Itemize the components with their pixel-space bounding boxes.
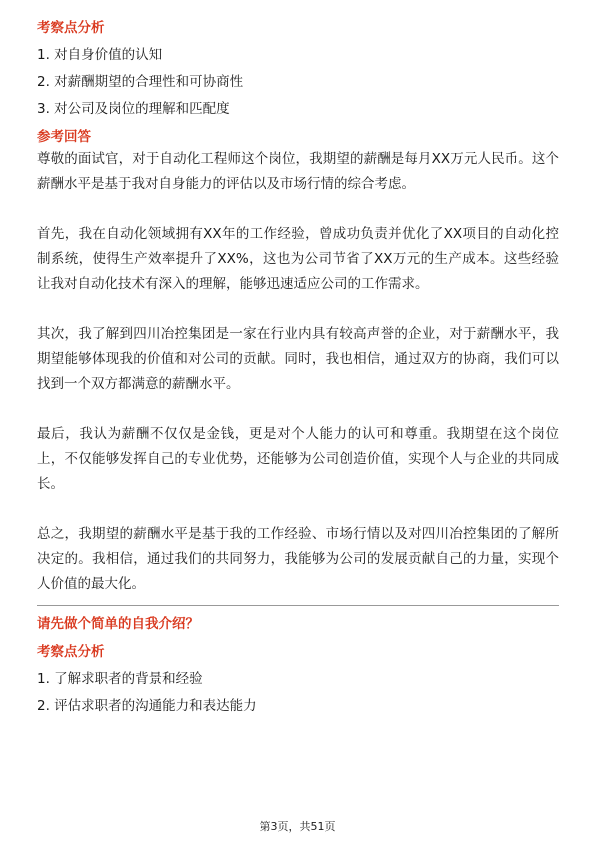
answer-paragraph: 其次，我了解到四川冶控集团是一家在行业内具有较高声誉的企业，对于薪酬水平，我期望能够体现我的价值和对公司的贡献。同时，我也相信，通过双方的协商，我们可以找到一个双方都满意的薪酬水平。 <box>37 326 559 392</box>
list-item: 3. 对公司及岗位的理解和匹配度 <box>37 101 230 117</box>
question-title: 请先做个简单的自我介绍？ <box>37 616 199 632</box>
section-heading-answer: 参考回答 <box>37 129 91 145</box>
list-item: 1. 了解求职者的背景和经验 <box>37 671 203 687</box>
document-page <box>37 18 559 716</box>
section-heading-analysis: 考察点分析 <box>37 20 105 36</box>
section-divider <box>37 605 559 606</box>
answer-paragraph: 总之，我期望的薪酬水平是基于我的工作经验、市场行情以及对四川冶控集团的了解所决定的。我相信，通过我们的共同努力，我能够为公司的发展贡献自己的力量，实现个人价值的最大化。 <box>37 526 559 592</box>
section-heading-analysis: 考察点分析 <box>37 644 105 660</box>
answer-paragraph: 尊敬的面试官，对于自动化工程师这个岗位，我期望的薪酬是每月XX万元人民币。这个薪酬水平是基于我对自身能力的评估以及市场行情的综合考虑。 <box>37 151 559 192</box>
page-number-footer: 第3页，共51页 <box>259 820 336 833</box>
list-item: 2. 对薪酬期望的合理性和可协商性 <box>37 74 244 90</box>
list-item: 2. 评估求职者的沟通能力和表达能力 <box>37 698 257 714</box>
answer-paragraph: 首先，我在自动化领域拥有XX年的工作经验，曾成功负责并优化了XX项目的自动化控制系统，使得生产效率提升了XX%，这也为公司节省了XX万元的生产成本。这些经验让我对自动化技术有深入的理解，能够迅速适应公司的工作需求。 <box>37 226 559 292</box>
answer-paragraph: 最后，我认为薪酬不仅仅是金钱，更是对个人能力的认可和尊重。我期望在这个岗位上，不仅能够发挥自己的专业优势，还能够为公司创造价值，实现个人与企业的共同成长。 <box>37 426 559 492</box>
list-item: 1. 对自身价值的认知 <box>37 47 163 63</box>
